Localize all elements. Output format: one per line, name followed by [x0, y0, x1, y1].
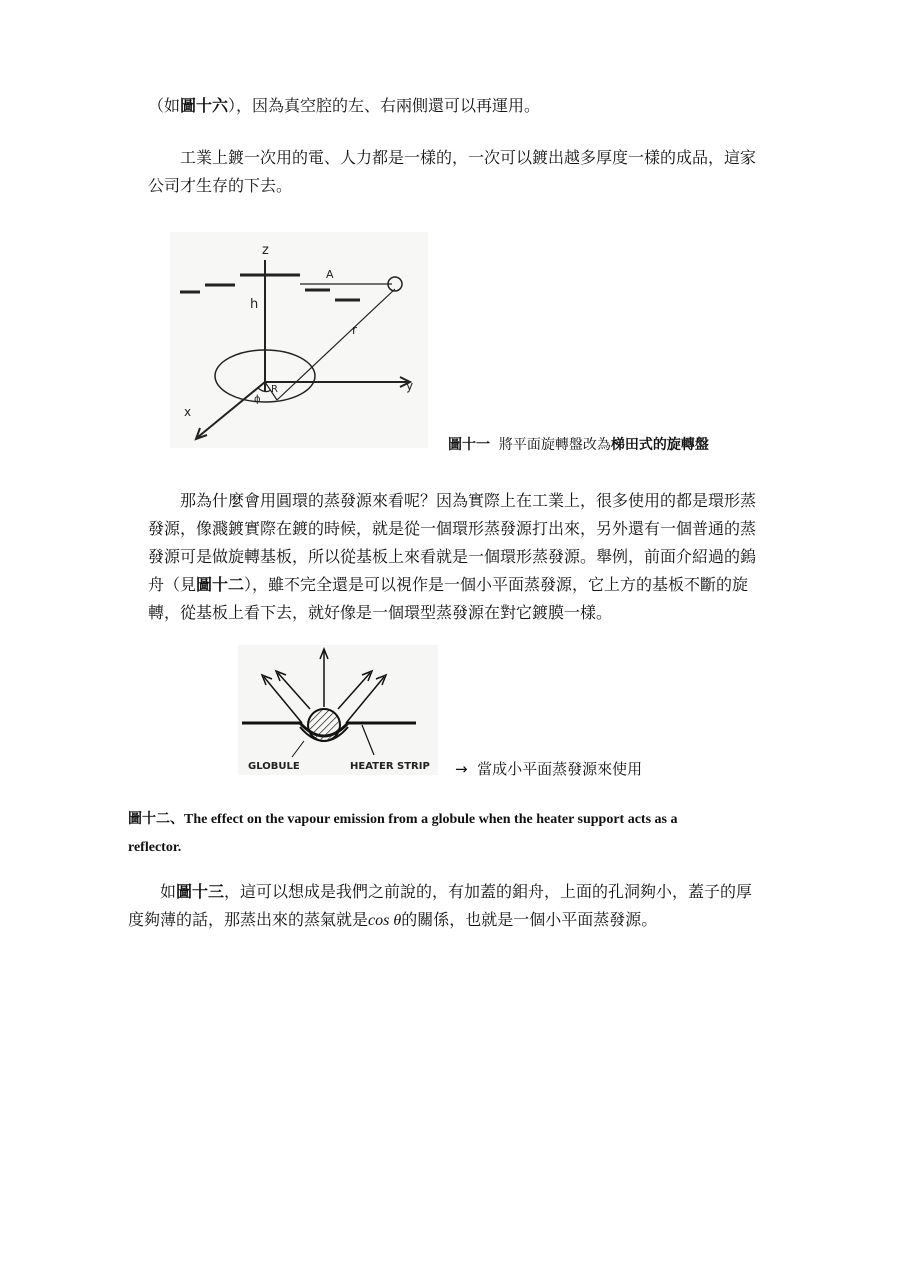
figure-11-text: 將平面旋轉盤改為 [498, 437, 611, 453]
label-y: y [406, 379, 414, 393]
p3-line-3: 發源可是做旋轉基板，所以從基板上來看就是一個環形蒸發源。舉例，前面介紹過的鎢 [148, 547, 757, 566]
label-phi: ϕ [254, 394, 261, 405]
figure-12-diagram [238, 645, 438, 775]
p4-line-2-post: 的關係，也就是一個小平面蒸發源。 [401, 910, 658, 929]
p3-line-5: 轉，從基板上看下去，就好像是一個環型蒸發源在對它鍍膜一樣。 [148, 603, 613, 622]
p3-line-2: 發源，像濺鍍實際在鍍的時候，就是從一個環形蒸發源打出來，另外還有一個普通的蒸 [148, 519, 757, 538]
p3-line-1: 那為什麼會用圓環的蒸發源來看呢？因為實際上在工業上，很多使用的都是環形蒸 [180, 491, 757, 510]
label-h: h [250, 297, 259, 312]
label-z: z [262, 243, 269, 258]
paragraph-1 [148, 92, 540, 120]
figure-11-caption [448, 434, 709, 454]
figure-11-label: 圖十一 [448, 437, 490, 453]
paragraph-4 [128, 878, 788, 935]
figure-12-caption-text-2: reflector. [128, 840, 182, 855]
label-r-radius: R [271, 384, 278, 395]
cos-theta-formula: cos θ [368, 912, 402, 929]
figure-12-caption [128, 805, 778, 862]
figure-12-side-note [455, 758, 642, 779]
figure-11-diagram [170, 232, 428, 448]
p1-text-pre: （如 [148, 96, 181, 115]
figure-12-background [238, 645, 438, 775]
label-r: r [352, 323, 357, 337]
globule [308, 709, 340, 741]
p4-line-1-post: ，這可以想成是我們之前說的，有加蓋的鉬舟，上面的孔洞夠小，蓋子的厚 [224, 882, 753, 901]
p4-line-2-pre: 度夠薄的話，那蒸出來的蒸氣就是 [128, 910, 369, 929]
p4-line-1-pre: 如 [160, 882, 177, 901]
label-x: x [184, 405, 192, 419]
p3-line-4 [148, 571, 798, 599]
p3-figure-ref: 圖十二 [196, 575, 245, 594]
p4-line-1 [128, 878, 788, 906]
figure-11-bold-text: 梯田式的旋轉盤 [610, 437, 709, 453]
figure-12-caption-line-1 [128, 805, 778, 834]
label-heater-strip: HEATER STRIP [350, 761, 430, 772]
p4-line-2 [128, 906, 788, 935]
p3-line-4-post: ），雖不完全還是可以視作是一個小平面蒸發源，它上方的基板不斷的旋 [244, 575, 749, 594]
p3-line-4-pre: 舟（見 [148, 575, 197, 594]
figure-12-caption-text-1: The effect on the vapour emission from a globule when the heater support acts as a [184, 812, 678, 827]
p2-line-1: 工業上鍍一次用的電、人力都是一樣的，一次可以鍍出越多厚度一樣的成品，這家 [180, 148, 757, 167]
paragraph-2 [148, 144, 788, 200]
p2-line-2: 公司才生存的下去。 [148, 176, 293, 195]
p1-text-post: ），因為真空腔的左、右兩側還可以再運用。 [228, 96, 541, 115]
figure-12-side-text: 當成小平面蒸發源來使用 [477, 760, 643, 778]
label-a: A [326, 268, 334, 281]
right-arrow-icon: → [455, 760, 468, 778]
p4-figure-ref: 圖十三 [176, 882, 225, 901]
paragraph-3 [148, 487, 798, 627]
p1-figure-ref: 圖十六 [180, 96, 229, 115]
figure-11-background [170, 232, 428, 448]
figure-12-label: 圖十二、 [128, 811, 184, 827]
label-globule: GLOBULE [248, 761, 300, 772]
